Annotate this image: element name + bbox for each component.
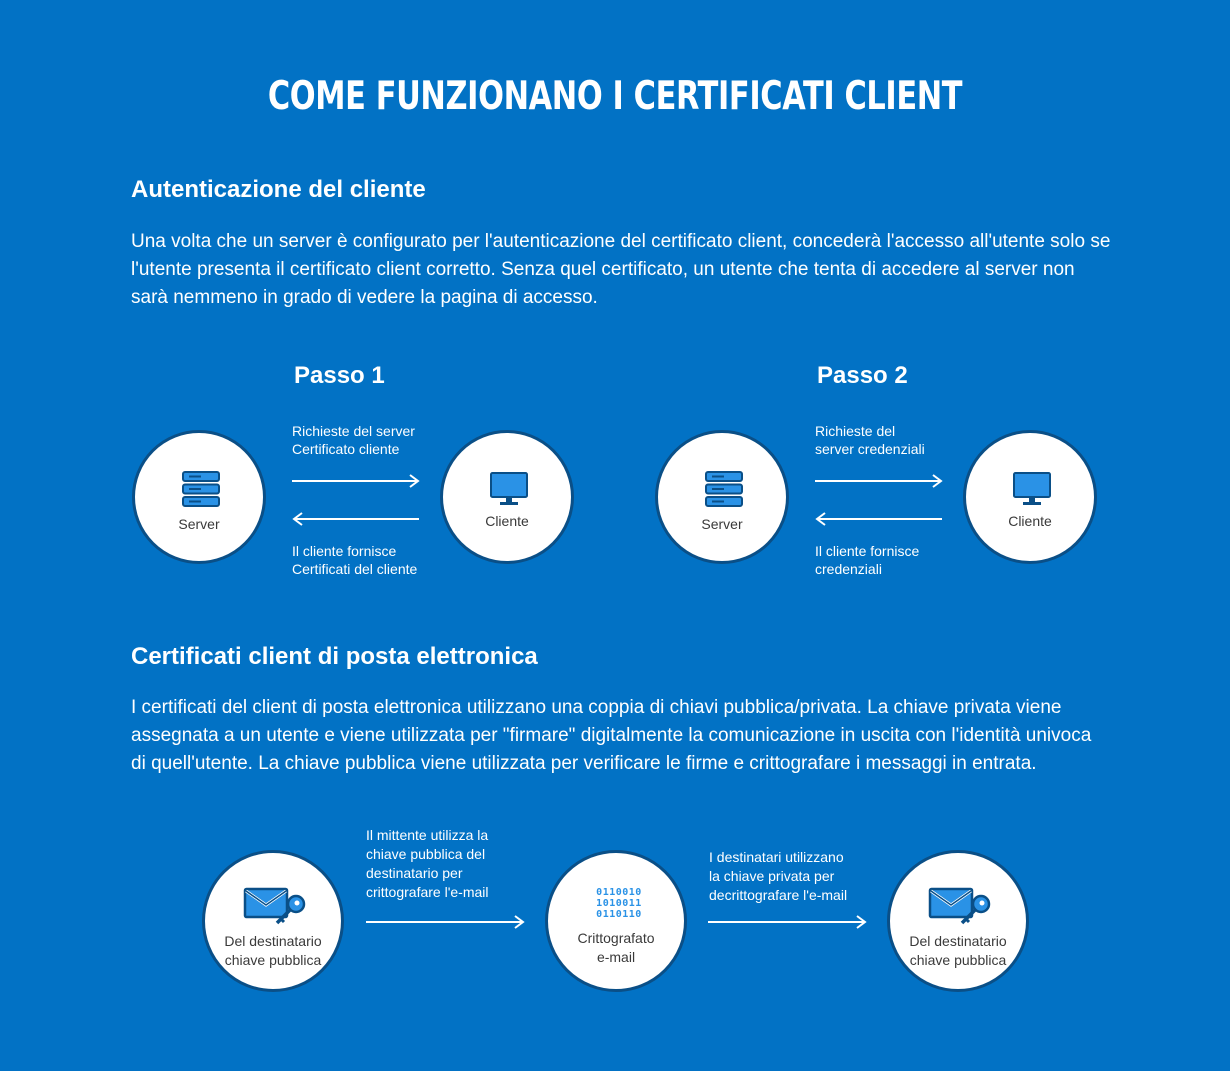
step-2-request-text: Richieste del server credenziali — [815, 423, 925, 457]
monitor-icon — [489, 471, 529, 507]
client-node-step-2 — [963, 430, 1097, 564]
envelope-key-icon — [928, 887, 994, 927]
decrypt-step-text: I destinatari utilizzano la chiave privata per decrittografare l'e-mail — [709, 849, 848, 903]
step-1-title: Passo 1 — [294, 362, 385, 389]
step-2-title: Passo 2 — [817, 362, 908, 389]
client-label: Cliente — [1008, 513, 1052, 529]
arrow-left-icon — [817, 513, 942, 525]
client-label: Cliente — [485, 513, 529, 529]
section-heading-authentication: Autenticazione del cliente — [131, 176, 426, 203]
encrypted-email-label: Crittografato e-mail — [577, 930, 655, 965]
arrow-left-icon — [294, 513, 419, 525]
step-2-response-text: Il cliente fornisce credenziali — [815, 543, 920, 577]
envelope-key-icon — [243, 887, 309, 927]
section-body-email: I certificati del client di posta elettronica utilizzano una coppia di chiavi pubblica/privata. La chiave privata viene assegnata a un utente e viene utilizzata per "firmare" digitalmente la comunicazione in uscita con l'identità univoca di quell'utente. La chiave pubblica viene utilizzata per verificare le firme e crittografare i messaggi in entrata. — [131, 697, 1092, 774]
step-1-arrows — [290, 472, 424, 528]
section-heading-email: Certificati client di posta elettronica — [131, 643, 538, 670]
public-key-label: Del destinatario chiave pubblica — [909, 933, 1007, 968]
server-icon — [181, 470, 221, 508]
binary-icon: 0110010 1010011 0110110 — [596, 887, 642, 920]
step-1-response-text: Il cliente fornisce Certificati del cliente — [292, 543, 418, 577]
public-key-label: Del destinatario chiave pubblica — [224, 933, 322, 968]
encrypted-email-node — [545, 850, 687, 992]
public-key-node-sender — [202, 850, 344, 992]
monitor-icon — [1012, 471, 1052, 507]
arrow-right-icon — [706, 913, 870, 931]
server-node-step-2 — [655, 430, 789, 564]
step-2-arrows — [813, 472, 947, 528]
page-title: COME FUNZIONANO I CERTIFICATI CLIENT — [267, 74, 963, 119]
public-key-node-recipient — [887, 850, 1029, 992]
section-body-authentication: Una volta che un server è configurato per l'autenticazione del certificato client, concederà l'accesso all'utente solo se l'utente presenta il certificato client corretto. Senza quel certificato, un utente che tenta di accedere al server non sarà nemmeno in grado di vedere la pagina di accesso. — [131, 231, 1111, 308]
server-icon — [704, 470, 744, 508]
step-1-request-text: Richieste del server Certificato cliente — [292, 423, 415, 457]
arrow-right-icon — [815, 475, 941, 487]
arrow-right-icon — [364, 913, 528, 931]
server-label: Server — [701, 516, 743, 532]
server-node-step-1 — [132, 430, 266, 564]
server-label: Server — [178, 516, 220, 532]
client-node-step-1 — [440, 430, 574, 564]
encrypt-step-text: Il mittente utilizza la chiave pubblica del destinatario per crittografare l'e-mail — [366, 827, 489, 900]
arrow-right-icon — [292, 475, 418, 487]
